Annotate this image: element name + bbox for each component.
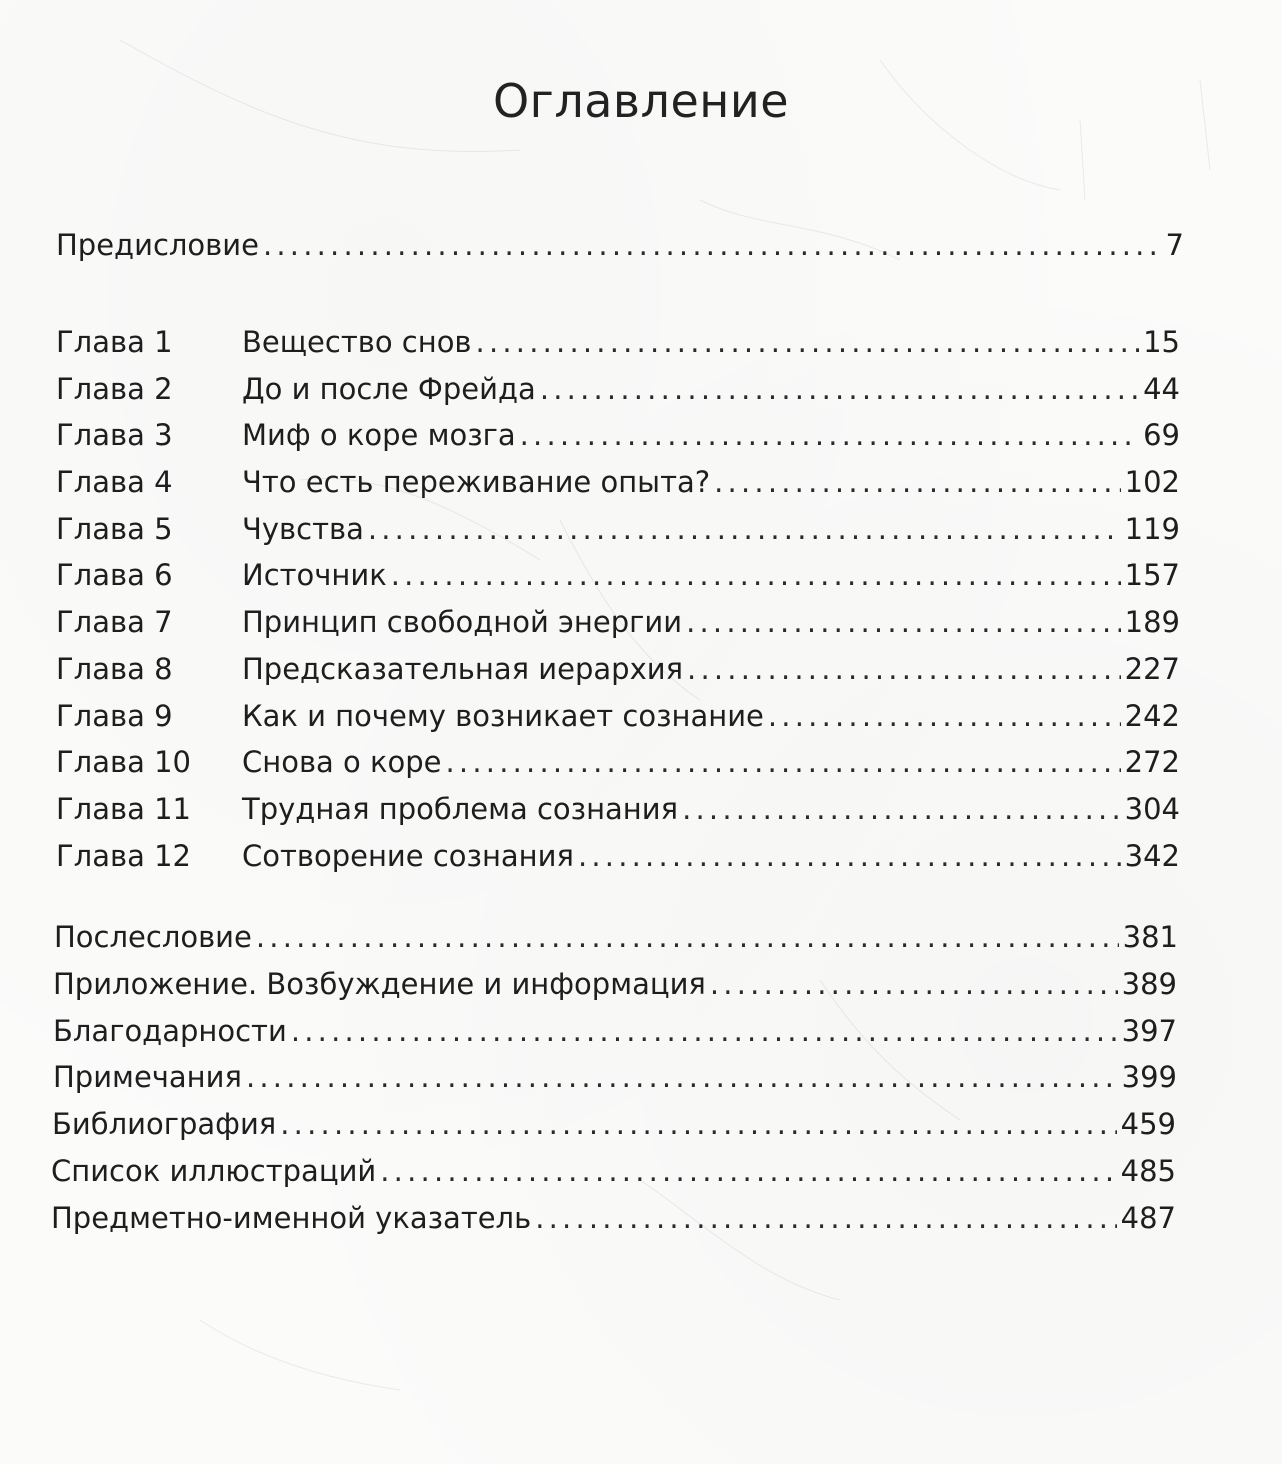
leader-dots xyxy=(710,967,1118,1001)
chapter-title: Чувства xyxy=(242,512,364,546)
toc-entry-bibliography xyxy=(52,1107,1176,1147)
chapter-number: Глава 3 xyxy=(56,418,173,452)
toc-chapter-row xyxy=(56,512,1180,552)
toc-page-number: 459 xyxy=(1120,1107,1176,1141)
toc-page-number: 389 xyxy=(1121,967,1177,1001)
toc-page-number: 399 xyxy=(1121,1060,1177,1094)
chapter-number: Глава 4 xyxy=(56,465,173,499)
toc-entry-acknowledgements xyxy=(53,1014,1177,1054)
leader-dots xyxy=(368,512,1121,546)
toc-chapter-row xyxy=(56,372,1180,412)
chapter-number: Глава 2 xyxy=(56,372,173,406)
toc-page-number: 397 xyxy=(1121,1014,1177,1048)
chapter-number: Глава 1 xyxy=(56,325,173,359)
toc-page-number: 242 xyxy=(1124,699,1180,733)
toc-entry-label: Список иллюстраций xyxy=(51,1154,377,1188)
leader-dots xyxy=(520,418,1139,452)
leader-dots xyxy=(380,1154,1116,1188)
leader-dots xyxy=(540,372,1139,406)
toc-entry-label: Приложение. Возбуждение и информация xyxy=(53,967,706,1001)
toc-chapter-row xyxy=(56,605,1180,645)
toc-entry-label: Примечания xyxy=(53,1060,242,1094)
chapter-title: Сотворение сознания xyxy=(242,839,574,873)
toc-page-number: 272 xyxy=(1124,745,1180,779)
toc-page-number: 7 xyxy=(1165,228,1184,262)
toc-chapter-row xyxy=(56,325,1180,365)
chapter-number: Глава 7 xyxy=(56,605,173,639)
chapter-title: Трудная проблема сознания xyxy=(242,792,679,826)
toc-chapter-row xyxy=(56,418,1180,458)
chapter-number: Глава 5 xyxy=(56,512,173,546)
toc-chapter-row xyxy=(56,839,1180,879)
leader-dots xyxy=(476,325,1140,359)
toc-entry-afterword xyxy=(54,920,1178,960)
toc-chapter-row xyxy=(56,699,1180,739)
toc-page-number: 102 xyxy=(1124,465,1180,499)
chapter-title: Источник xyxy=(242,558,387,592)
chapter-title: Как и почему возникает сознание xyxy=(242,699,764,733)
leader-dots xyxy=(263,228,1162,262)
chapter-title: До и после Фрейда xyxy=(242,372,536,406)
chapter-title: Снова о коре xyxy=(242,745,442,779)
leader-dots xyxy=(578,839,1121,873)
page-title: Оглавление xyxy=(492,74,790,128)
toc-entry-label: Библиография xyxy=(52,1107,277,1141)
toc-page-number: 227 xyxy=(1124,652,1180,686)
toc-entry-label: Послесловие xyxy=(54,920,252,954)
toc-chapter-row xyxy=(56,558,1180,598)
leader-dots xyxy=(714,465,1121,499)
leader-dots xyxy=(256,920,1119,954)
toc-entry-label: Благодарности xyxy=(53,1014,287,1048)
chapter-title: Принцип свободной энергии xyxy=(242,605,683,639)
toc-page-number: 44 xyxy=(1143,372,1180,406)
toc-entry-illustrations xyxy=(51,1154,1176,1194)
toc-page-number: 69 xyxy=(1143,418,1180,452)
chapter-number: Глава 10 xyxy=(56,745,191,779)
chapter-title: Вещество снов xyxy=(242,325,472,359)
chapter-title: Что есть переживание опыта? xyxy=(242,465,711,499)
toc-entry-notes xyxy=(53,1060,1177,1100)
chapter-title: Предсказательная иерархия xyxy=(242,652,684,686)
toc-page-number: 342 xyxy=(1124,839,1180,873)
toc-page-number: 15 xyxy=(1143,325,1180,359)
leader-dots xyxy=(446,745,1121,779)
toc-chapter-row xyxy=(56,745,1180,785)
chapter-number: Глава 12 xyxy=(56,839,191,873)
toc-page-number: 119 xyxy=(1124,512,1180,546)
toc-page-number: 485 xyxy=(1120,1154,1176,1188)
chapter-number: Глава 11 xyxy=(56,792,191,826)
toc-entry-index xyxy=(51,1201,1176,1241)
toc-entry-preface xyxy=(56,228,1184,268)
toc-entry-appendix xyxy=(53,967,1177,1007)
toc-entry-label: Предисловие xyxy=(56,228,259,262)
chapter-number: Глава 8 xyxy=(56,652,173,686)
leader-dots xyxy=(391,558,1121,592)
leader-dots xyxy=(687,652,1121,686)
toc-entry-label: Предметно-именной указатель xyxy=(51,1201,532,1235)
toc-page-number: 189 xyxy=(1124,605,1180,639)
leader-dots xyxy=(291,1014,1118,1048)
leader-dots xyxy=(686,605,1121,639)
chapter-title: Миф о коре мозга xyxy=(242,418,516,452)
chapter-number: Глава 9 xyxy=(56,699,173,733)
chapter-number: Глава 6 xyxy=(56,558,173,592)
toc-chapter-row xyxy=(56,652,1180,692)
toc-page-number: 157 xyxy=(1124,558,1180,592)
leader-dots xyxy=(768,699,1121,733)
leader-dots xyxy=(280,1107,1116,1141)
leader-dots xyxy=(246,1060,1118,1094)
toc-page-number: 304 xyxy=(1124,792,1180,826)
toc-chapter-row xyxy=(56,792,1180,832)
leader-dots xyxy=(535,1201,1116,1235)
toc-page-number: 487 xyxy=(1120,1201,1176,1235)
toc-page-number: 381 xyxy=(1122,920,1178,954)
toc-chapter-row xyxy=(56,465,1180,505)
leader-dots xyxy=(682,792,1121,826)
